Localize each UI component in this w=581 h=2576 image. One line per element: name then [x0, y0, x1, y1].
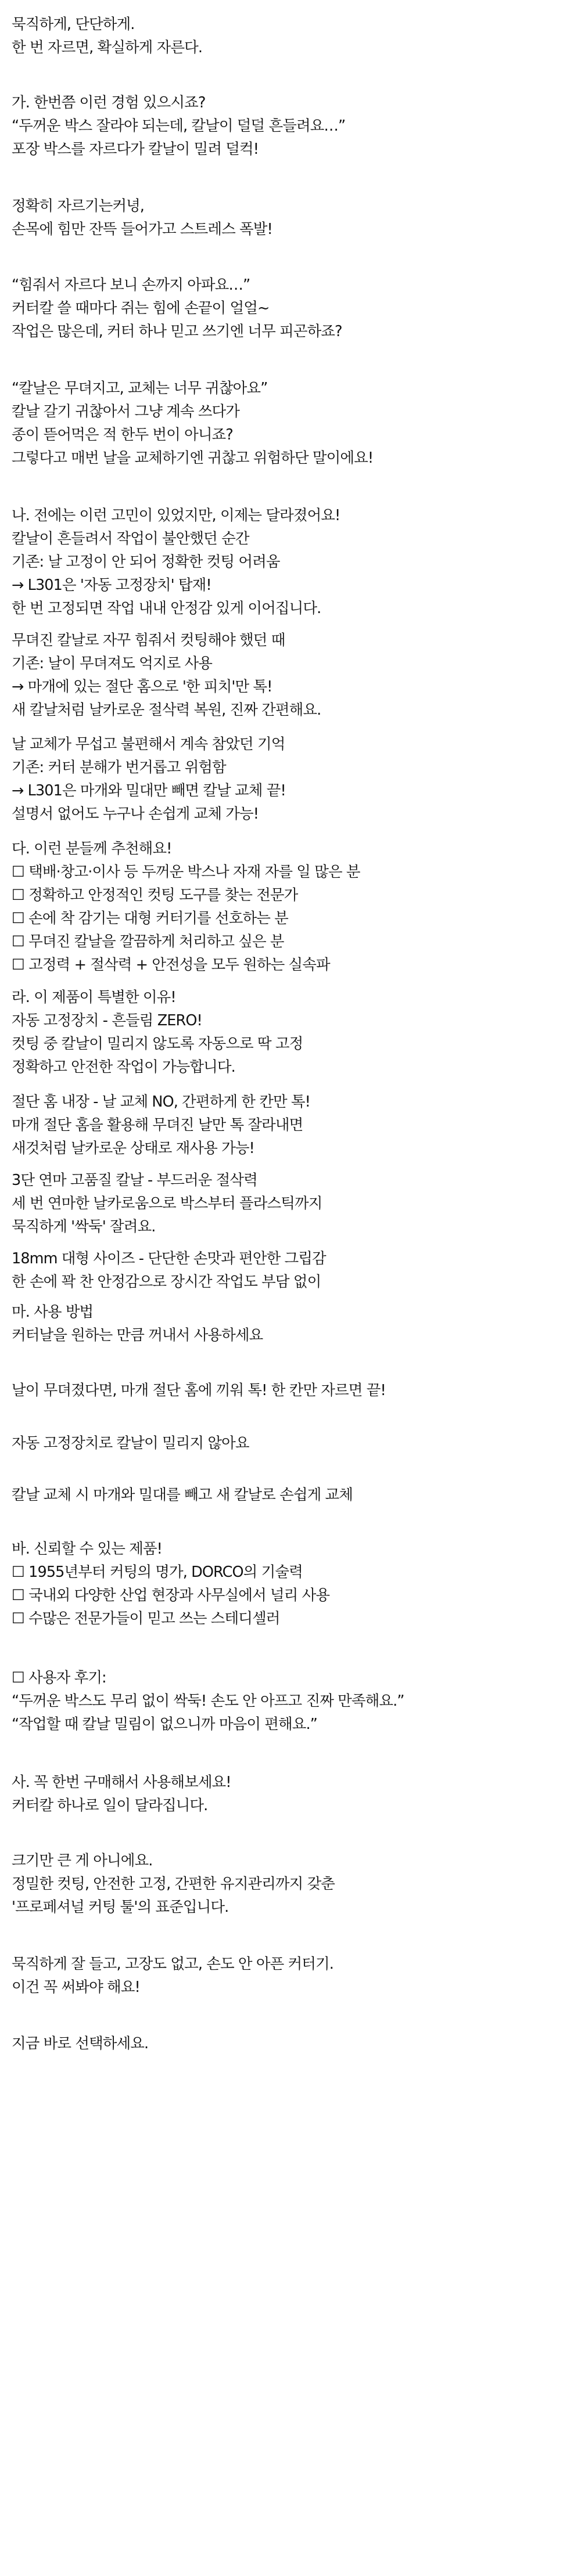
text-line: → L301은 '자동 고정장치' 탑재! [12, 577, 211, 594]
text-line: 기존: 커터 분해가 번거롭고 위험함 [12, 759, 226, 776]
text-line: 그렇다고 매번 날을 교체하기엔 귀찮고 위험하단 말이에요! [12, 449, 374, 467]
text-line: ☐ 손에 착 감기는 대형 커터기를 선호하는 분 [12, 910, 288, 927]
text-line: 가. 한번쯤 이런 경험 있으시죠? [12, 94, 206, 111]
text-line: 사. 꼭 한번 구매해서 사용해보세요! [12, 1774, 231, 1791]
text-line: “두꺼운 박스 잘라야 되는데, 칼날이 덜덜 흔들려요…” [12, 117, 346, 135]
text-line: 다. 이런 분들께 추천해요! [12, 840, 172, 858]
text-line: “힘줘서 자르다 보니 손까지 아파요…” [12, 276, 250, 294]
text-line: 마. 사용 방법 [12, 1303, 94, 1321]
text-line: → L301은 마개와 밀대만 빼면 칼날 교체 끝! [12, 782, 286, 799]
text-line: ☐ 택배·창고·이사 등 두꺼운 박스나 자재 자를 일 많은 분 [12, 863, 360, 881]
text-line: ☐ 사용자 후기: [12, 1669, 106, 1687]
text-line: “작업할 때 칼날 밀림이 없으니까 마음이 편해요.” [12, 1716, 317, 1733]
text-line: 묵직하게 '싹둑' 잘려요. [12, 1218, 156, 1235]
text-line: → 마개에 있는 절단 홈으로 '한 피치'만 톡! [12, 678, 272, 696]
text-line: 이건 꼭 써봐야 해요! [12, 1979, 140, 1996]
text-line: 컷팅 중 칼날이 밀리지 않도록 자동으로 딱 고정 [12, 1035, 303, 1053]
text-line: 바. 신뢰할 수 있는 제품! [12, 1540, 162, 1558]
text-line: 18mm 대형 사이즈 - 단단한 손맛과 편안한 그립감 [12, 1250, 326, 1267]
text-line: 3단 연마 고품질 칼날 - 부드러운 절삭력 [12, 1172, 257, 1189]
text-line: 지금 바로 선택하세요. [12, 2035, 149, 2052]
text-line: 커터칼 쓸 때마다 쥐는 힘에 손끝이 얼얼~ [12, 300, 270, 317]
text-line: 손목에 힘만 잔뜩 들어가고 스트레스 폭발! [12, 221, 272, 238]
text-line: ☐ 정확하고 안정적인 컷팅 도구를 찾는 전문가 [12, 887, 298, 904]
text-line: 칼날이 흔들려서 작업이 불안했던 순간 [12, 530, 249, 547]
text-line: ☐ 고정력 + 절삭력 + 안전성을 모두 원하는 실속파 [12, 956, 330, 974]
text-line: 마개 절단 홈을 활용해 무뎌진 날만 톡 잘라내면 [12, 1116, 303, 1134]
text-line: “칼날은 무뎌지고, 교체는 너무 귀찮아요” [12, 380, 268, 397]
text-line: 기존: 날이 무뎌져도 억지로 사용 [12, 655, 213, 672]
text-line: 종이 뜯어먹은 적 한두 번이 아니죠? [12, 426, 233, 444]
text-line: 커터칼 하나로 일이 달라집니다. [12, 1797, 208, 1814]
text-line: 자동 고정장치로 칼날이 밀리지 않아요 [12, 1435, 249, 1452]
text-line: 한 번 자르면, 확실하게 자른다. [12, 39, 203, 56]
text-line: 한 번 고정되면 작업 내내 안정감 있게 이어집니다. [12, 600, 321, 617]
text-line: 칼날 갈기 귀찮아서 그냥 계속 쓰다가 [12, 403, 240, 420]
text-line: '프로페셔널 커팅 툴'의 표준입니다. [12, 1898, 229, 1916]
text-line: 나. 전에는 이런 고민이 있었지만, 이제는 달라졌어요! [12, 507, 340, 524]
text-line: ☐ 수많은 전문가들이 믿고 쓰는 스테디셀러 [12, 1610, 280, 1627]
text-line: 날 교체가 무섭고 불편해서 계속 참았던 기억 [12, 736, 285, 753]
text-line: 묵직하게, 단단하게. [12, 16, 135, 33]
text-line: 작업은 많은데, 커터 하나 믿고 쓰기엔 너무 피곤하죠? [12, 323, 342, 340]
text-line: 자동 고정장치 - 흔들림 ZERO! [12, 1012, 202, 1029]
text-line: 새것처럼 날카로운 상태로 재사용 가능! [12, 1140, 254, 1157]
text-line: 묵직하게 잘 들고, 고장도 없고, 손도 안 아픈 커터기. [12, 1955, 333, 1973]
text-line: 무뎌진 칼날로 자꾸 힘줘서 컷팅해야 했던 때 [12, 632, 285, 649]
text-line: 정밀한 컷팅, 안전한 고정, 간편한 유지관리까지 갖춘 [12, 1875, 335, 1893]
text-line: 칼날 교체 시 마개와 밀대를 빼고 새 칼날로 손쉽게 교체 [12, 1486, 353, 1504]
text-line: 포장 박스를 자르다가 칼날이 밀려 덜컥! [12, 140, 259, 158]
text-line: ☐ 국내외 다양한 산업 현장과 사무실에서 널리 사용 [12, 1587, 330, 1604]
text-line: 라. 이 제품이 특별한 이유! [12, 989, 176, 1006]
text-line: 설명서 없어도 누구나 손쉽게 교체 가능! [12, 805, 259, 823]
text-line: 날이 무뎌졌다면, 마개 절단 홈에 끼워 톡! 한 칸만 자르면 끝! [12, 1382, 386, 1399]
text-line: ☐ 1955년부터 커팅의 명가, DORCO의 기술력 [12, 1563, 303, 1581]
text-line: 커터날을 원하는 만큼 꺼내서 사용하세요 [12, 1327, 263, 1344]
text-line: 정확히 자르기는커녕, [12, 197, 145, 215]
text-line: 크기만 큰 게 아니에요. [12, 1852, 153, 1869]
text-line: 세 번 연마한 날카로움으로 박스부터 플라스틱까지 [12, 1195, 322, 1212]
text-line: 한 손에 꽉 찬 안정감으로 장시간 작업도 부담 없이 [12, 1273, 321, 1291]
text-line: “두꺼운 박스도 무리 없이 싹둑! 손도 안 아프고 진짜 만족해요.” [12, 1692, 404, 1710]
text-line: 새 칼날처럼 날카로운 절삭력 복원, 진짜 간편해요. [12, 701, 321, 719]
text-line: 정확하고 안전한 작업이 가능합니다. [12, 1058, 235, 1076]
text-line: 절단 홈 내장 - 날 교체 NO, 간편하게 한 칸만 톡! [12, 1093, 310, 1111]
text-line: ☐ 무뎌진 칼날을 깔끔하게 처리하고 싶은 분 [12, 933, 284, 950]
text-line: 기존: 날 고정이 안 되어 정확한 컷팅 어려움 [12, 553, 280, 571]
